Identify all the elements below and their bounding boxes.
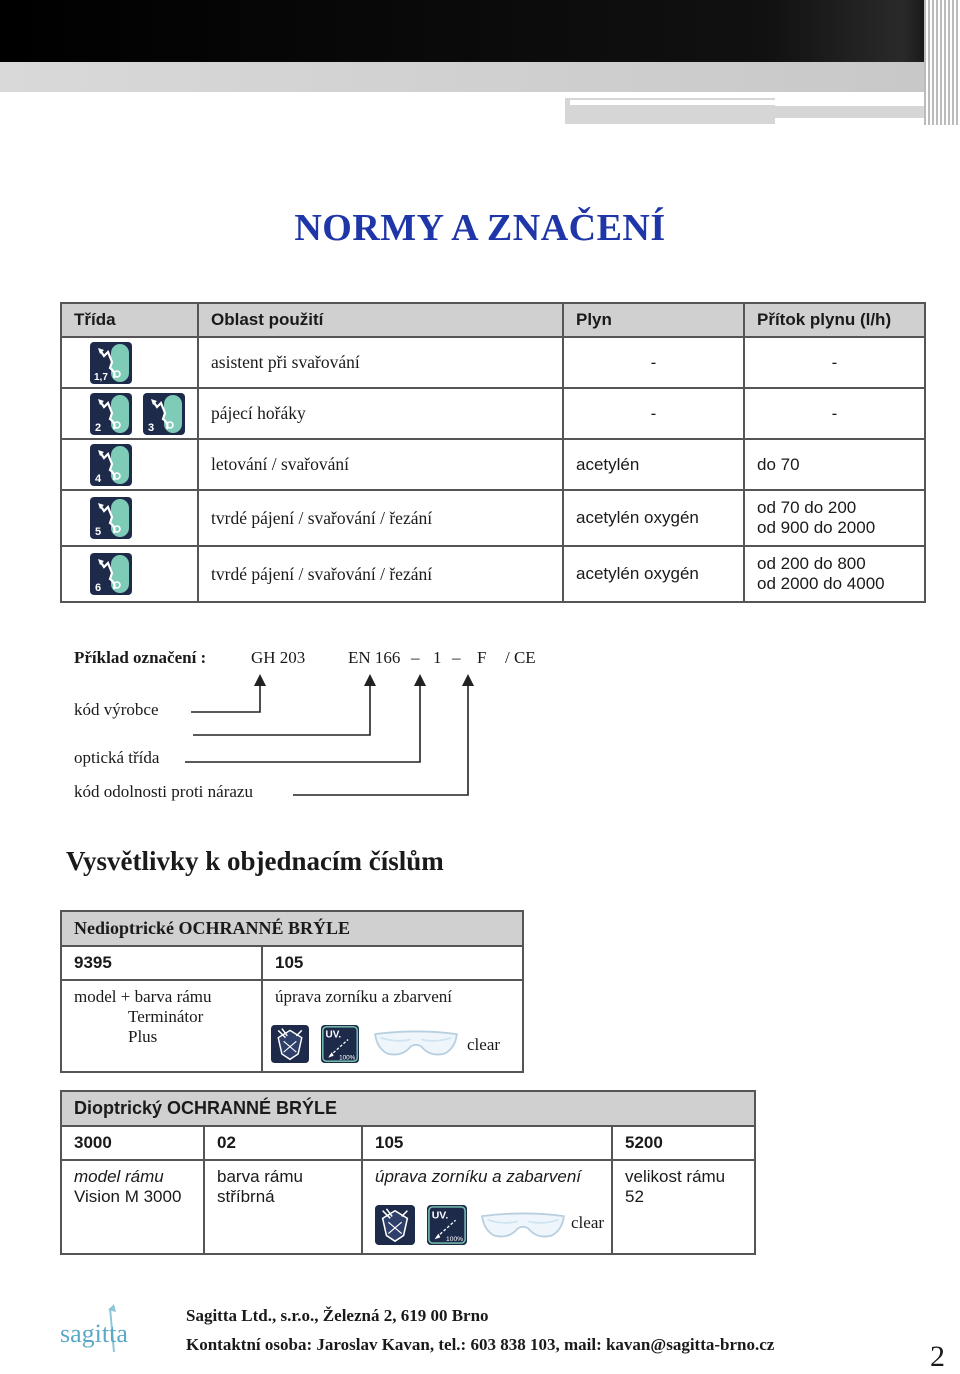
svg-text:UV.: UV.	[325, 1029, 342, 1041]
size-cell	[612, 1160, 755, 1254]
model-line-3: Plus	[128, 1027, 158, 1046]
flow-line-2: od 900 do 2000	[757, 518, 876, 537]
example-impact: F	[477, 648, 487, 667]
label-manufacturer: kód výrobce	[74, 700, 159, 719]
col-header-flow: Přítok plynu (l/h)	[744, 303, 925, 337]
lens-desc: úprava zorníku a zbarvení	[275, 987, 452, 1006]
clear-label: clear	[571, 1213, 605, 1232]
model-label: model rámu	[74, 1167, 164, 1186]
code-cell: 105	[362, 1126, 612, 1160]
gas-cell: acetylén oxygén	[563, 546, 744, 602]
svg-text:100%: 100%	[446, 1236, 464, 1244]
col-header-gas: Plyn	[563, 303, 744, 337]
use-cell: tvrdé pájení / svařování / řezání	[198, 546, 563, 602]
page-number: 2	[930, 1340, 945, 1373]
use-cell: letování / svařování	[198, 439, 563, 490]
footer-contact: Kontaktní osoba: Jaroslav Kavan, tel.: 603 838 103, mail: kavan@sagitta-brno.cz	[186, 1335, 775, 1354]
example-class: 1	[433, 648, 442, 667]
lens-cell	[362, 1160, 612, 1254]
model-cell	[61, 1160, 204, 1254]
example-dash-1: –	[411, 648, 420, 667]
code-cell: 9395	[61, 946, 262, 980]
size-label: velikost rámu	[625, 1167, 726, 1186]
gas-cell: -	[563, 337, 744, 388]
label-impact: kód odolnosti proti nárazu	[74, 782, 253, 801]
svg-text:4: 4	[95, 472, 102, 485]
svg-text:UV.: UV.	[431, 1210, 449, 1222]
page-title: NORMY A ZNAČENÍ	[294, 207, 666, 249]
use-cell: tvrdé pájení / svařování / řezání	[198, 490, 563, 546]
code-cell: 5200	[612, 1126, 755, 1160]
color-cell	[204, 1160, 362, 1254]
flow-cell: do 70	[744, 439, 925, 490]
example-label: Příklad označení :	[74, 648, 207, 667]
section-subtitle: Vysvětlivky k objednacím číslům	[66, 846, 444, 876]
glasses-icon	[477, 1209, 569, 1241]
impact-shield-icon	[271, 1025, 309, 1063]
model-line-2: Terminátor	[128, 1007, 204, 1026]
non-prescription-table	[60, 910, 524, 1073]
glasses-icon	[371, 1027, 461, 1059]
uv-protection-icon	[427, 1205, 467, 1245]
uv-protection-icon	[321, 1025, 359, 1063]
use-cell: asistent při svařování	[198, 337, 563, 388]
gas-cell: acetylén	[563, 439, 744, 490]
code-cell: 105	[262, 946, 523, 980]
example-dash-2: –	[452, 648, 461, 667]
model-value: Vision M 3000	[74, 1187, 182, 1206]
col-header-use: Oblast použití	[198, 303, 563, 337]
svg-text:1,7: 1,7	[94, 371, 108, 383]
code-cell: 3000	[61, 1126, 204, 1160]
prescription-table	[60, 1090, 756, 1255]
svg-text:2: 2	[95, 421, 102, 434]
svg-text:100%: 100%	[339, 1054, 356, 1062]
col-header-class: Třída	[61, 303, 198, 337]
example-ce: / CE	[505, 648, 536, 667]
model-cell	[61, 980, 262, 1072]
code-cell: 02	[204, 1126, 362, 1160]
footer-address: Sagitta Ltd., s.r.o., Železná 2, 619 00 Brno	[186, 1306, 489, 1325]
svg-text:3: 3	[147, 421, 154, 434]
example-en: EN 166	[348, 648, 401, 667]
sagitta-logo	[58, 1300, 158, 1360]
svg-text:sagitta: sagitta	[60, 1319, 128, 1348]
flow-cell: -	[744, 337, 925, 388]
flow-line-1: od 200 do 800	[757, 554, 866, 573]
table-title: Nedioptrické OCHRANNÉ BRÝLE	[61, 911, 523, 946]
example-code: GH 203	[251, 648, 306, 667]
flow-line-1: od 70 do 200	[757, 498, 857, 517]
svg-text:6: 6	[95, 582, 102, 594]
clear-label: clear	[467, 1035, 501, 1054]
flow-cell: -	[744, 388, 925, 439]
lens-desc: úprava zorníku a zabarvení	[375, 1167, 582, 1186]
lens-cell	[262, 980, 523, 1072]
table-title: Dioptrický OCHRANNÉ BRÝLE	[61, 1091, 755, 1126]
color-label: barva rámu	[217, 1167, 303, 1186]
model-line-1: model + barva rámu	[74, 987, 212, 1006]
impact-shield-icon	[375, 1205, 415, 1245]
logo-mark-icon	[58, 1300, 158, 1360]
gas-cell: acetylén oxygén	[563, 490, 744, 546]
svg-text:5: 5	[95, 526, 102, 538]
label-optical: optická třída	[74, 748, 160, 767]
color-value: stříbrná	[217, 1187, 275, 1206]
flow-line-2: od 2000 do 4000	[757, 574, 885, 593]
size-value: 52	[625, 1187, 644, 1206]
gas-cell: -	[563, 388, 744, 439]
use-cell: pájecí hořáky	[198, 388, 563, 439]
